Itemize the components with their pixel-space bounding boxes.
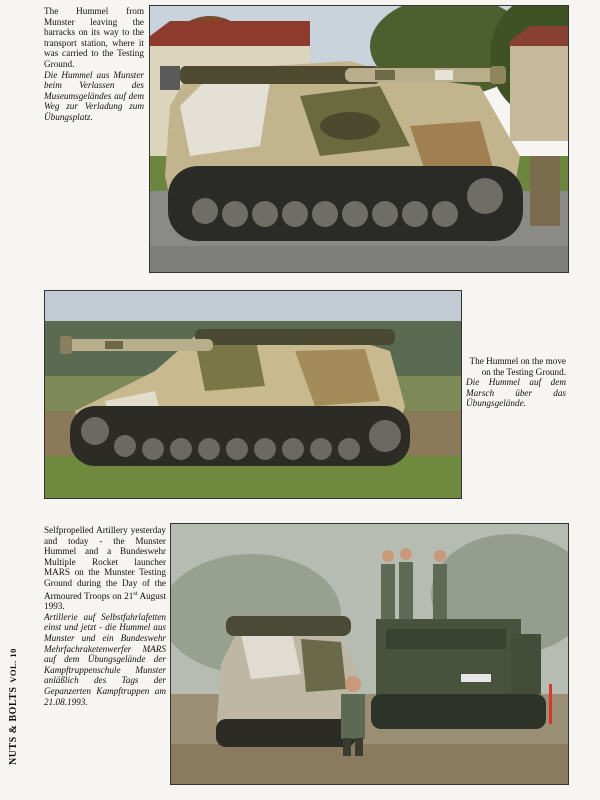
spine-volume: VOL. 10: [8, 648, 18, 683]
caption-top-german: Die Hummel aus Munster beim Verlassen des Museumsgeländes auf dem Weg zur Verladung zum Übungsplatz.: [44, 69, 144, 122]
caption-middle: [466, 356, 566, 409]
caption-middle-english: The Hummel on the move on the Testing Ground.: [469, 356, 566, 377]
caption-bottom-english-end: August 1993.: [44, 590, 166, 612]
caption-bottom: [44, 525, 166, 707]
caption-bottom-english: [44, 525, 166, 612]
photo-hummel-leaving-barracks: [149, 5, 569, 273]
spine-title: [8, 635, 22, 765]
photo-hummel-and-mars: [170, 523, 569, 785]
caption-top: [44, 6, 144, 123]
caption-top-english: The Hummel from Munster leaving the barracks on its way to the transport station, where it was carried to the Testing Ground.: [44, 6, 144, 69]
spine-publication-name: NUTS & BOLTS: [8, 686, 19, 765]
caption-bottom-ordinal-suffix: st: [133, 590, 138, 597]
photo-hummel-on-the-move: [44, 290, 462, 499]
caption-bottom-english-main: Selfpropelled Artillery yesterday and today - the Munster Hummel and a Bundeswehr Multiple Rocket launcher MARS on the Munster Testing Ground during the Day of the Armoured Troops on 21: [44, 525, 166, 601]
caption-middle-german: Die Hummel auf dem Marsch über das Übungsgelände.: [466, 377, 566, 409]
caption-bottom-german: Artillerie auf Selbstfahrlafetten einst und jetzt - die Hummel aus Munster und ein Bundeswehr Mehrfachraketenwerfer MARS auf dem Übungsgelände der Kampftruppenschule Munster anläßlich des Tags der Gepanzerten Kampftruppen am 21.08.1993.: [44, 611, 166, 707]
